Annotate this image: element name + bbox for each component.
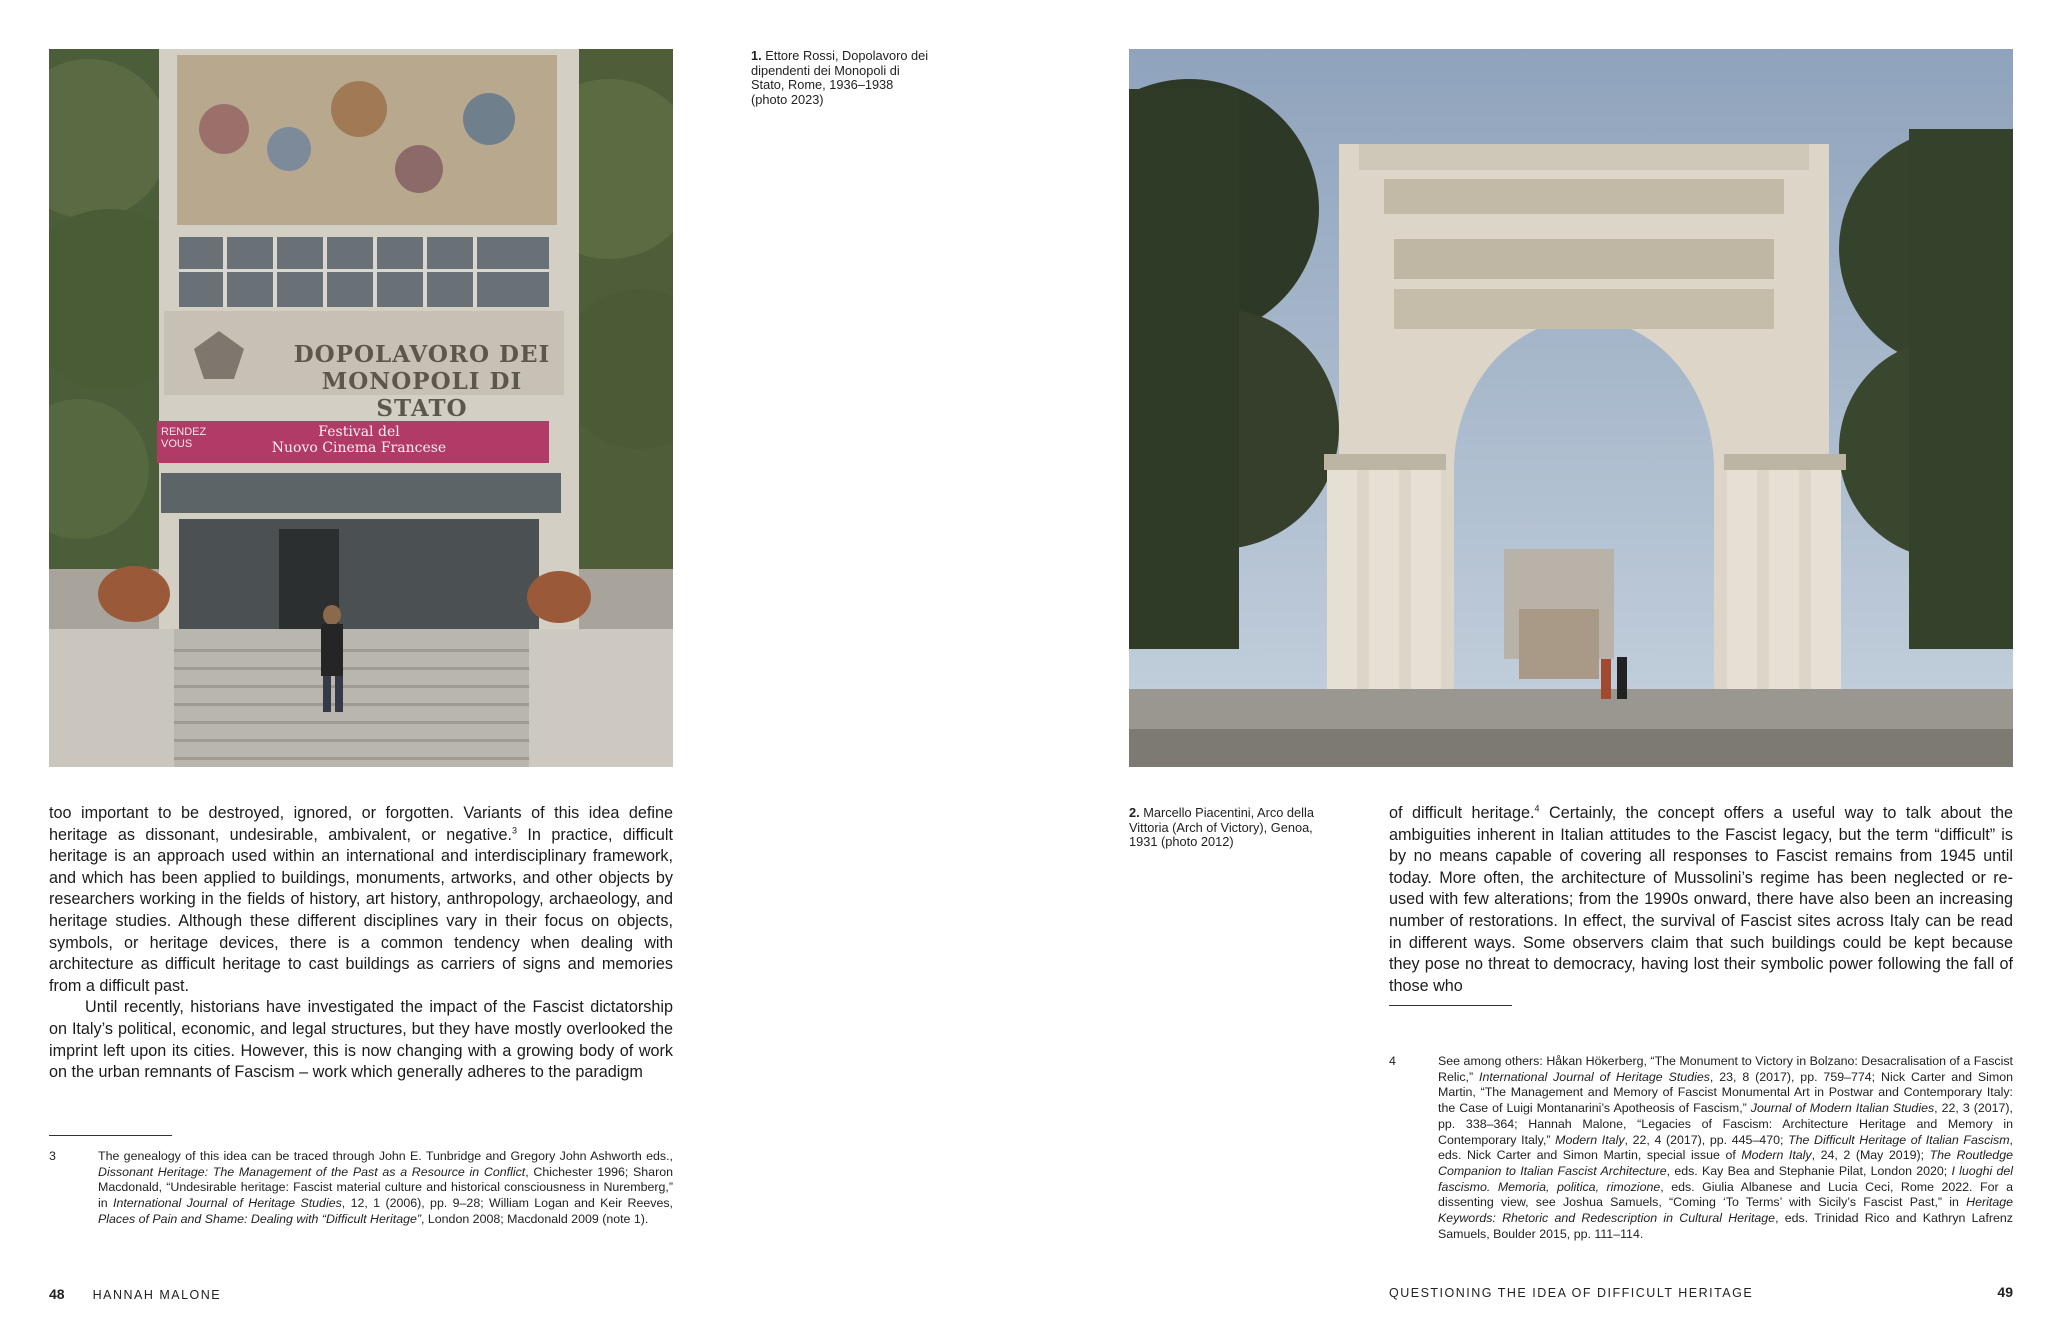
footnote-3-title: Places of Pain and Shame: Dealing with “Difficult Heritage” bbox=[98, 1211, 421, 1226]
figure-2-photo bbox=[1129, 49, 2013, 767]
footnote-4-text-part: , 24, 2 (May 2019); bbox=[1811, 1148, 1930, 1163]
paragraph-3 bbox=[1389, 803, 2013, 997]
footnote-4-text-part: , eds. Kay Bea and Stephanie Pilat, London 2020; bbox=[1666, 1163, 1952, 1178]
figure-1-photo bbox=[49, 49, 673, 767]
page-number-left: 48 bbox=[49, 1286, 65, 1302]
footnote-divider-left bbox=[49, 1135, 172, 1136]
footnote-4-title: I luoghi del fascismo. Memoria, politica, rimozione bbox=[1438, 1163, 2014, 1194]
footnote-4-title: Modern Italy bbox=[1741, 1148, 1812, 1163]
footnote-4-title: Modern Italy bbox=[1555, 1132, 1625, 1147]
paragraph-1-text-cont: In practice, difficult heritage is an approach used within an international and interdisciplinary framework, and which has been applied to buildings, monuments, artworks, and other objects by researchers working in the fields of history, art history, anthropology, archaeology, and heritage studies. Although these different disciplines vary in their focus on objects, symbols, or heritage devices, there is a common tendency when dealing with architecture as difficult heritage to cast buildings as carriers of signs and memories from a difficult past. bbox=[49, 825, 674, 995]
page-number-right: 49 bbox=[1997, 1284, 2013, 1300]
figure-1-caption bbox=[751, 49, 931, 107]
paragraph-1-text: too important to be destroyed, ignored, or forgotten. Variants of this idea define heritage as dissonant, undesirable, ambivalent, or negative. bbox=[49, 804, 673, 844]
footnote-4-text-part: , 23, 8 (2017), pp. 759–774; Nick Carter and Simon Martin, “The Management and Memory of Fascist Monumental Art in Postwar and Contemporary Italy: the Case of Luigi Montanarini’s Apotheosis of Fascism,” bbox=[1438, 1069, 2013, 1116]
footnote-3-title: Dissonant Heritage: The Management of the Past as a Resource in Conflict bbox=[98, 1164, 526, 1179]
footnote-4 bbox=[1389, 1054, 2013, 1242]
folio-left bbox=[49, 1286, 221, 1302]
paragraph-3-text: of difficult heritage. bbox=[1389, 804, 1535, 822]
footnote-4-title: The Difficult Heritage of Italian Fascism bbox=[1788, 1132, 2010, 1147]
sign-line-2: MONOPOLI DI STATO bbox=[321, 368, 523, 422]
sign-line-1: DOPOLAVORO DEI bbox=[293, 341, 551, 368]
footnote-4-text-part: , 22, 3 (2017), pp. 338–364; Hannah Malone, “Legacies of Fascism: Architecture Heritage and Memory in Contemporary Italy,” bbox=[1438, 1101, 2013, 1147]
running-head-chapter: QUESTIONING THE IDEA OF DIFFICULT HERITAGE bbox=[1389, 1286, 1754, 1300]
footnote-4-title: Journal of Modern Italian Studies bbox=[1750, 1101, 1935, 1116]
footnote-4-text-part: , eds. Trinidad Rico and Kathryn Lafrenz Samuels, Boulder 2015, pp. 111–114. bbox=[1438, 1211, 2013, 1241]
footnote-3-number: 3 bbox=[49, 1149, 56, 1163]
paragraph-3-text-cont: Certainly, the concept offers a useful way to talk about the ambiguities inherent in Italian attitudes to the Fascist legacy, but the term “difficult” is by no means capable of covering all responses to Fascist remains from 1945 until today. More often, the architecture of Mussolini’s regime has been neglected or re-used with few alterations; from the 1990s onward, there have also been an increasing number of restorations. In effect, the survival of Fascist sites across Italy can be read in different ways. Some observers claim that such buildings could be kept because they pose no threat to democracy, having lost their symbolic power following the fall of those who bbox=[1389, 804, 2013, 995]
body-text-right bbox=[1389, 803, 2013, 997]
banner-logo-line-1: RENDEZ bbox=[161, 426, 207, 438]
footnote-3-text-part: , Chichester 1996; Sharon Macdonald, “Undesirable heritage: Fascist material culture and historical consciousness in Nuremberg,” in bbox=[98, 1164, 673, 1211]
festival-banner-title bbox=[239, 424, 479, 456]
footnote-3-text-part: , London 2008; Macdonald 2009 (note 1). bbox=[421, 1211, 649, 1226]
footnote-4-title: The Routledge Companion to Italian Fascist Architecture bbox=[1438, 1148, 2013, 1178]
folio-right bbox=[1997, 1284, 2013, 1300]
footnote-ref-4[interactable]: 4 bbox=[1534, 803, 1540, 814]
footnote-4-number: 4 bbox=[1389, 1054, 1396, 1068]
footnote-4-text-part: , eds. Giulia Albanese and Lucia Ceci, Rome 2022. For a dissenting view, see Joshua Samuels, “Coming ‘To Terms’ with Sicily’s Fascist Past,” in bbox=[1438, 1179, 2013, 1210]
footnote-4-text bbox=[1438, 1054, 2013, 1242]
festival-banner-logo-left bbox=[161, 426, 221, 450]
banner-title-line-2: Nuovo Cinema Francese bbox=[271, 440, 447, 456]
footnote-ref-3[interactable]: 3 bbox=[511, 825, 517, 836]
figure-1-caption-number: 1. bbox=[751, 48, 762, 63]
figure-2-caption bbox=[1129, 806, 1329, 850]
footnote-4-title: Heritage Keywords: Rhetoric and Redescription in Cultural Heritage bbox=[1438, 1195, 2013, 1226]
figure-1-caption-text: Ettore Rossi, Dopolavoro dei dipendenti dei Monopoli di Stato, Rome, 1936–1938 (photo 2023) bbox=[751, 48, 929, 107]
figure-2-caption-text: Marcello Piacentini, Arco della Vittoria (Arch of Victory), Genoa, 1931 (photo 2012) bbox=[1129, 805, 1314, 850]
body-text-left bbox=[49, 803, 673, 1084]
footnote-4-text-part: , eds. Nick Carter and Simon Martin, special issue of bbox=[1438, 1132, 2013, 1163]
figure-2-caption-number: 2. bbox=[1129, 805, 1140, 820]
paragraph-2: Until recently, historians have investigated the impact of the Fascist dictatorship on Italy’s political, economic, and legal structures, but they have mostly overlooked the imprint left upon its cities. However, this is now changing with a growing body of work on the urban remnants of Fascism – work which generally adheres to the paradigm bbox=[49, 998, 673, 1082]
paragraph-1 bbox=[49, 803, 673, 997]
footnote-4-text-part: See among others: Håkan Hökerberg, “The Monument to Victory in Bolzano: Desacralisation of a Fascist Relic,” bbox=[1438, 1054, 2013, 1084]
footnote-4-text-part: , 22, 4 (2017), pp. 445–470; bbox=[1624, 1132, 1789, 1147]
banner-logo-line-2: VOUS bbox=[161, 438, 193, 450]
banner-title-line-1: Festival del bbox=[318, 424, 400, 440]
footnote-4-title: International Journal of Heritage Studies bbox=[1479, 1069, 1710, 1084]
footnote-3-text-part: The genealogy of this idea can be traced through John E. Tunbridge and Gregory John Ashworth eds., bbox=[98, 1149, 673, 1163]
footnote-3 bbox=[49, 1149, 673, 1228]
footnote-3-text-part: , 12, 1 (2006), pp. 9–28; William Logan and Keir Reeves, bbox=[341, 1196, 673, 1211]
dopolavoro-sign bbox=[277, 341, 567, 422]
footnote-3-title: International Journal of Heritage Studies bbox=[113, 1196, 342, 1211]
running-head-author: HANNAH MALONE bbox=[92, 1288, 222, 1302]
footnote-divider-right bbox=[1389, 1005, 1512, 1006]
footnote-3-text bbox=[98, 1149, 673, 1228]
